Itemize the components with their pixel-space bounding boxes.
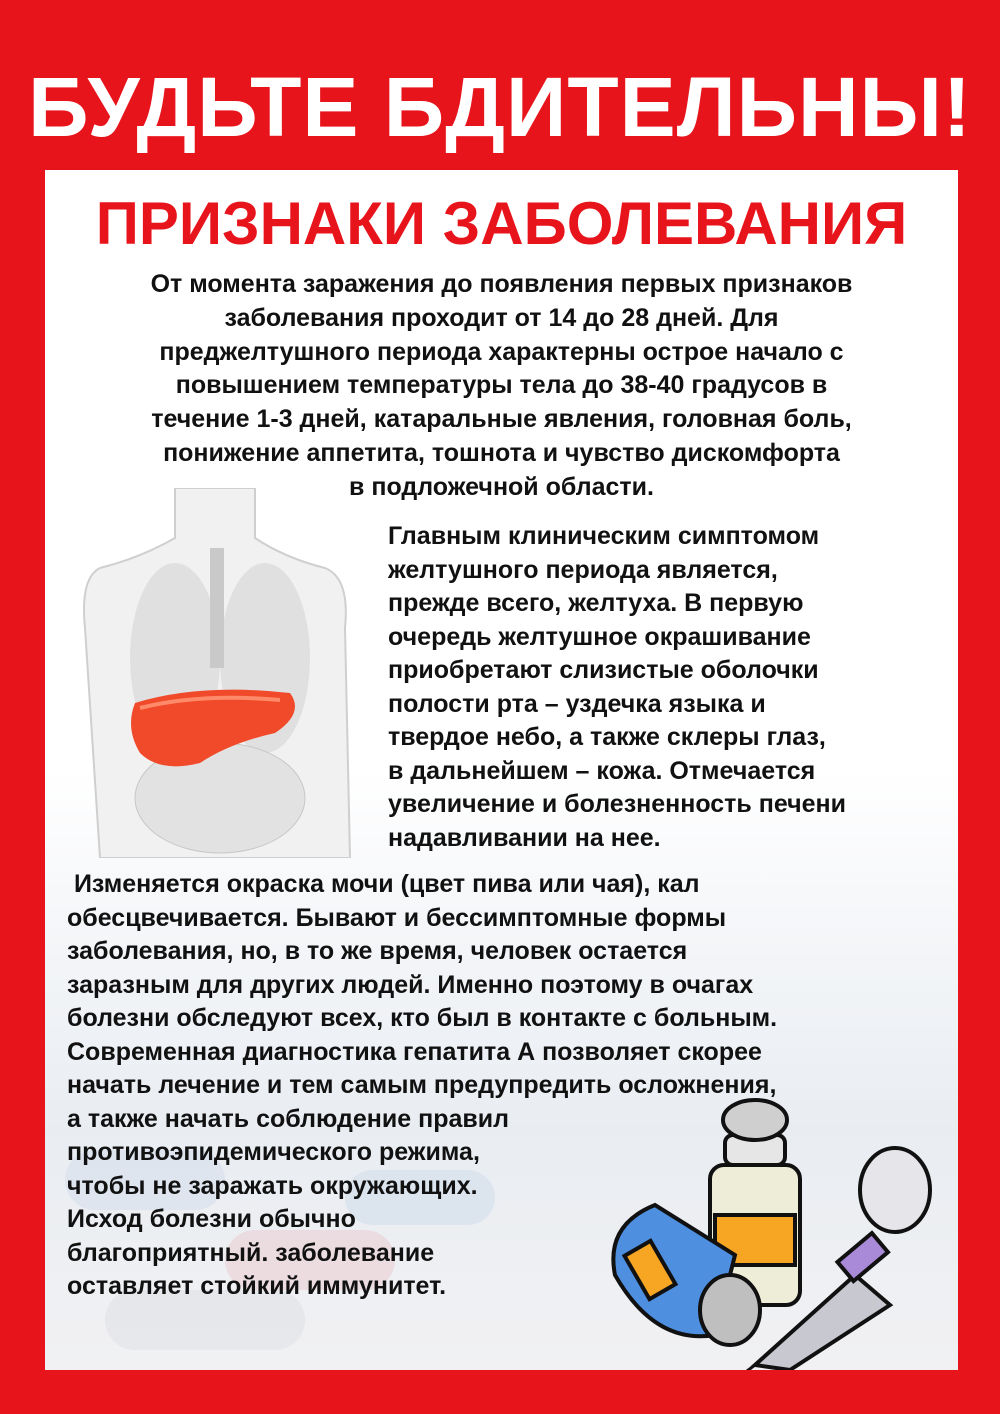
text-line: надавливании на нее. bbox=[388, 823, 661, 852]
intro-paragraph bbox=[45, 268, 958, 505]
text-line: полости рта – уздечка языка и bbox=[388, 689, 766, 718]
text-line: начать лечение и тем самым предупредить осложнения, bbox=[67, 1071, 777, 1099]
text-line: заболевания проходит от 14 до 28 дней. Для bbox=[224, 303, 779, 332]
content-panel bbox=[45, 170, 958, 1370]
text-line: желтушного периода является, bbox=[388, 555, 778, 584]
text-line: прежде всего, желтуха. В первую bbox=[388, 589, 804, 617]
text-line: Главным клиническим симптомом bbox=[388, 522, 820, 550]
text-line: в дальнейшем – кожа. Отмечается bbox=[388, 756, 816, 785]
text-line: болезни обследуют всех, кто был в контакте с больным. bbox=[67, 1004, 778, 1032]
section-title: ПРИЗНАКИ ЗАБОЛЕВАНИЯ bbox=[95, 190, 908, 257]
text-line: противоэпидемического режима, bbox=[67, 1138, 480, 1166]
text-line: течение 1-3 дней, катаральные явления, головная боль, bbox=[151, 405, 852, 434]
text-line: От момента заражения до появления первых признаков bbox=[150, 270, 853, 298]
text-line: преджелтушного периода характерны острое начало с bbox=[159, 337, 844, 366]
text-line: увеличение и болезненность печени bbox=[388, 790, 846, 818]
text-line: благоприятный. заболевание bbox=[67, 1238, 435, 1267]
text-line: твердое небо, а также склеры глаз, bbox=[388, 723, 826, 751]
text-line: чтобы не заражать окружающих. bbox=[67, 1171, 478, 1200]
text-line: оставляет стойкий иммунитет. bbox=[67, 1272, 447, 1300]
symptoms-outcome-paragraph bbox=[67, 868, 777, 1304]
text-line: приобретают слизистые оболочки bbox=[388, 656, 819, 684]
text-line: Исход болезни обычно bbox=[67, 1205, 356, 1233]
text-line: а также начать соблюдение правил bbox=[67, 1104, 509, 1133]
text-line: очередь желтушное окрашивание bbox=[388, 622, 811, 651]
text-line: обесцвечивается. Бывают и бессимптомные формы bbox=[67, 903, 727, 932]
headline: БУДЬТЕ БДИТЕЛЬНЫ! bbox=[28, 60, 972, 154]
text-line: Изменяется окраска мочи (цвет пива или чая), кал bbox=[67, 870, 700, 898]
text-line: повышением температуры тела до 38-40 градусов в bbox=[175, 371, 828, 400]
text-line: заразным для других людей. Именно поэтому в очагах bbox=[67, 970, 754, 999]
text-line: Современная диагностика гепатита А позволяет скорее bbox=[67, 1037, 762, 1066]
anatomy-liver-illustration bbox=[80, 488, 360, 858]
jaundice-paragraph bbox=[388, 520, 846, 855]
text-line: заболевания, но, в то же время, человек остается bbox=[67, 937, 688, 965]
text-line: в подложечной области. bbox=[349, 472, 654, 501]
text-line: понижение аппетита, тошнота и чувство дискомфорта bbox=[163, 438, 840, 467]
